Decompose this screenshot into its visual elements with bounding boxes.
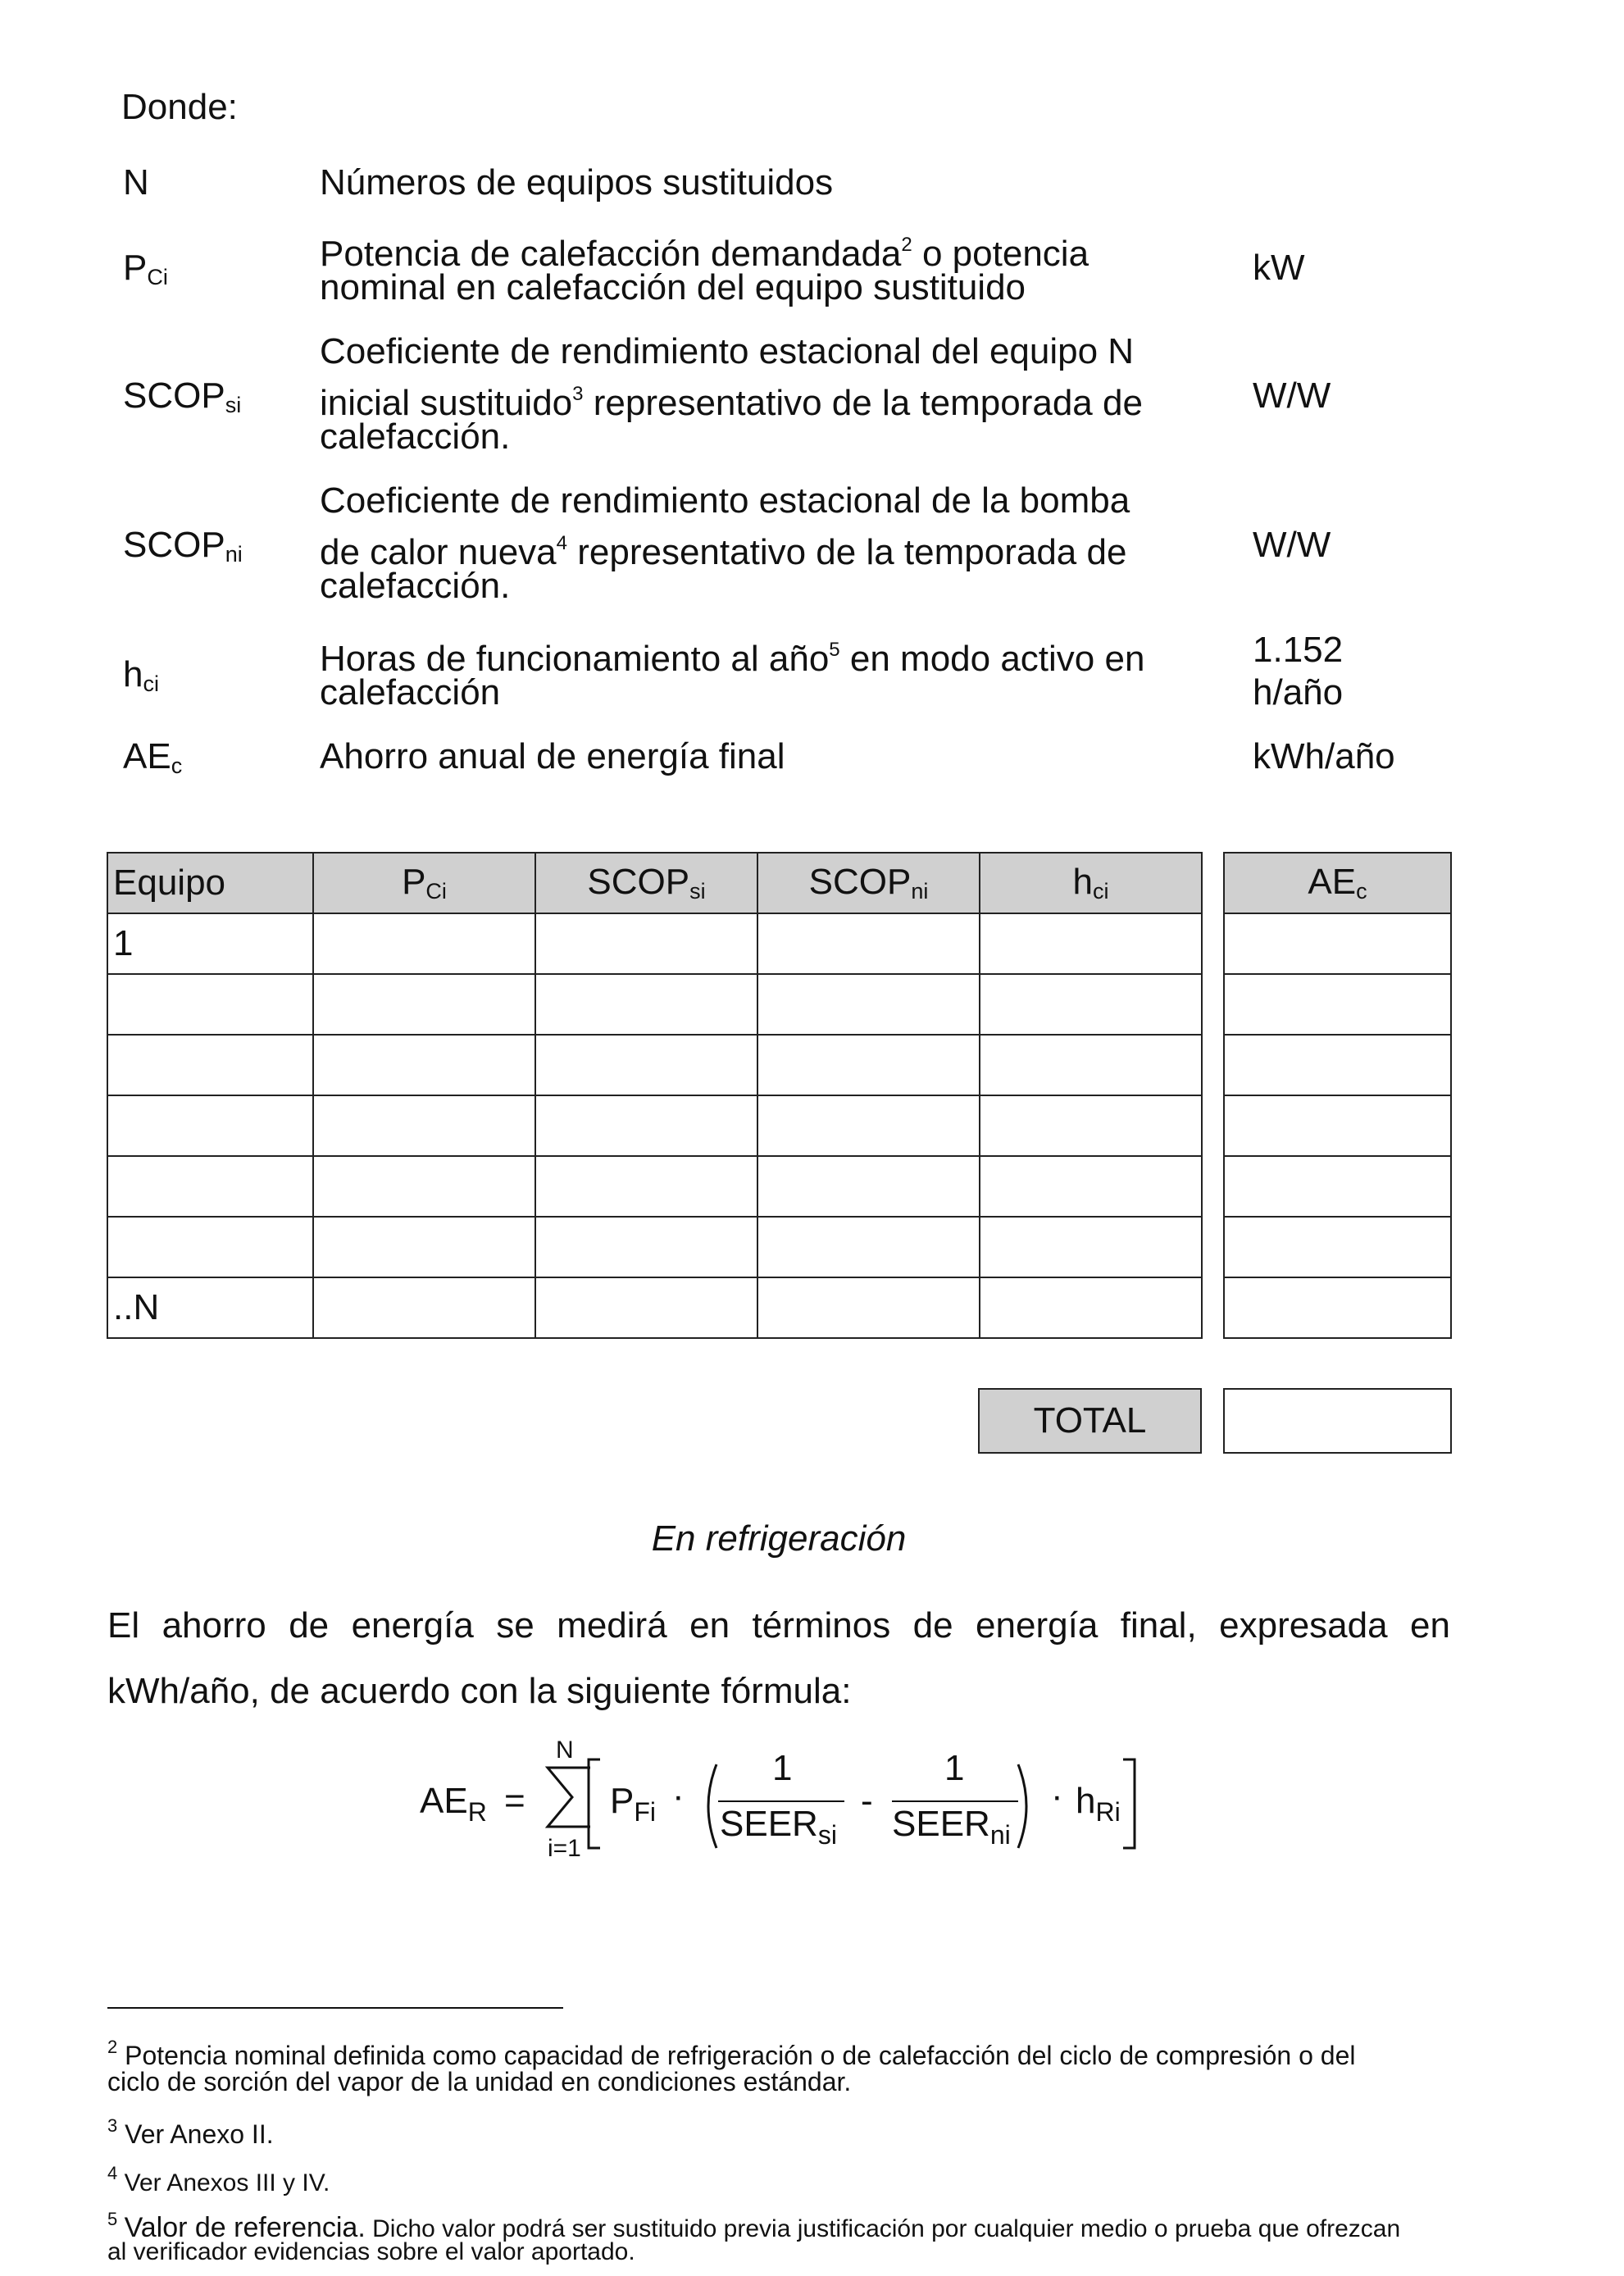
fraction2-bar <box>892 1800 1018 1802</box>
table-row <box>107 974 1202 1035</box>
table-cell[interactable] <box>757 1277 980 1338</box>
row-label <box>107 1156 313 1217</box>
fraction2-numerator: 1 <box>944 1748 965 1788</box>
fraction1-denominator: $SEER_{si}$ <box>720 1804 837 1850</box>
table-cell[interactable] <box>313 1095 535 1156</box>
footnote-separator <box>107 2007 563 2009</box>
table-cell[interactable] <box>535 1156 757 1217</box>
table-cell[interactable] <box>313 1035 535 1095</box>
def-symbol: N <box>123 162 149 203</box>
table-cell[interactable] <box>757 1035 980 1095</box>
total-label-box <box>978 1388 1202 1454</box>
paragraph-line-2: kWh/año, de acuerdo con la siguiente fórmula: <box>107 1671 852 1711</box>
table-cell[interactable] <box>313 1277 535 1338</box>
def-text: calefacción. <box>320 566 511 606</box>
sum-lower-limit: i=1 <box>548 1835 581 1862</box>
def-symbol: $h_{ci}$ <box>123 654 159 696</box>
table-cell[interactable] <box>535 1095 757 1156</box>
total-value-cell[interactable] <box>1224 1389 1451 1453</box>
def-text: Potencia de calefacción demandada$^2$ o potencia <box>320 234 1089 274</box>
def-symbol: $SCOP_{ni}$ <box>123 525 243 567</box>
row-label: 1 <box>107 913 313 974</box>
result-cell[interactable] <box>1224 913 1451 974</box>
table-cell[interactable] <box>313 1156 535 1217</box>
row-label <box>107 1035 313 1095</box>
result-cell[interactable] <box>1224 1217 1451 1277</box>
fraction1-bar <box>718 1800 844 1802</box>
table-row <box>107 1277 1202 1338</box>
table-cell[interactable] <box>980 1095 1202 1156</box>
def-unit: kW <box>1253 248 1305 288</box>
formula-equals: = <box>504 1781 525 1821</box>
def-text: de calor nueva$^4$ representativo de la temporada de <box>320 532 1127 572</box>
left-paren-icon <box>698 1761 720 1851</box>
total-value-box <box>1223 1388 1452 1454</box>
table-cell[interactable] <box>535 1277 757 1338</box>
paragraph-line-1: El ahorro de energía se medirá en términos de energía final, expresada en <box>107 1605 1450 1646</box>
footnote-5-cont: al verificador evidencias sobre el valor aportado. <box>107 2238 635 2265</box>
row-label <box>107 974 313 1035</box>
header-aec: $AE_c$ <box>1224 853 1451 913</box>
table-row <box>107 913 1202 974</box>
formula-pfi: $P_{Fi}$ <box>610 1781 657 1827</box>
result-cell[interactable] <box>1224 1095 1451 1156</box>
section-title: En refrigeración <box>651 1518 907 1559</box>
header-scopsi: $SCOP_{si}$ <box>535 853 757 913</box>
table-cell[interactable] <box>757 1156 980 1217</box>
header-hci: $h_{ci}$ <box>980 853 1202 913</box>
footnote-2-cont: ciclo de sorción del vapor de la unidad en condiciones estándar. <box>107 2067 852 2096</box>
row-label <box>107 1217 313 1277</box>
def-text: inicial sustituido$^3$ representativo de la temporada de <box>320 383 1143 423</box>
header-pci: $P_{Ci}$ <box>313 853 535 913</box>
footnote-4: $^4$ Ver Anexos III y IV. <box>107 2163 330 2196</box>
multiply-dot-1: · <box>672 1776 685 1816</box>
def-unit: W/W <box>1253 525 1331 565</box>
table-cell[interactable] <box>980 1035 1202 1095</box>
def-text: calefacción <box>320 672 501 712</box>
table-cell[interactable] <box>757 974 980 1035</box>
result-cell[interactable] <box>1224 974 1451 1035</box>
def-symbol: $P_{Ci}$ <box>123 248 168 289</box>
table-cell[interactable] <box>980 913 1202 974</box>
def-unit: 1.152 <box>1253 630 1344 670</box>
table-cell[interactable] <box>757 1217 980 1277</box>
def-unit: kWh/año <box>1253 736 1395 776</box>
sum-upper-limit: N <box>556 1737 574 1764</box>
footnote-2: $^2$ Potencia nominal definida como capacidad de refrigeración o de calefacción del ciclo de compresión o del <box>107 2037 1356 2070</box>
table-row <box>107 1217 1202 1277</box>
table-cell[interactable] <box>313 1217 535 1277</box>
footnote-5: $^5$ Valor de referencia. Dicho valor podrá ser sustituido previa justificación por cualquier medio o prueba que ofrezcan <box>107 2209 1401 2243</box>
formula-hri: $h_{Ri}$ <box>1076 1781 1121 1827</box>
header-equipo: Equipo <box>107 853 313 913</box>
header-scopni: $SCOP_{ni}$ <box>757 853 980 913</box>
formula-minus: - <box>861 1781 873 1821</box>
left-bracket-icon <box>584 1756 603 1853</box>
def-text: Ahorro anual de energía final <box>320 736 785 776</box>
table-cell[interactable] <box>535 1035 757 1095</box>
result-cell[interactable] <box>1224 1277 1451 1338</box>
total-label: TOTAL <box>979 1389 1201 1453</box>
table-cell[interactable] <box>980 1277 1202 1338</box>
row-label <box>107 1095 313 1156</box>
def-unit: W/W <box>1253 376 1331 416</box>
def-text: Coeficiente de rendimiento estacional de la bomba <box>320 480 1130 521</box>
def-symbol: $AE_c$ <box>123 736 183 778</box>
table-cell[interactable] <box>313 913 535 974</box>
table-row <box>107 1156 1202 1217</box>
multiply-dot-2: · <box>1051 1776 1063 1816</box>
table-cell[interactable] <box>980 974 1202 1035</box>
table-cell[interactable] <box>757 913 980 974</box>
table-cell[interactable] <box>535 974 757 1035</box>
table-cell[interactable] <box>535 1217 757 1277</box>
table-cell[interactable] <box>980 1156 1202 1217</box>
def-text: Coeficiente de rendimiento estacional del equipo N <box>320 331 1135 371</box>
def-text: Números de equipos sustituidos <box>320 162 834 203</box>
table-row <box>107 1035 1202 1095</box>
table-cell[interactable] <box>535 913 757 974</box>
fraction2-denominator: $SEER_{ni}$ <box>892 1804 1011 1850</box>
table-cell[interactable] <box>313 974 535 1035</box>
def-unit: h/año <box>1253 672 1344 712</box>
table-cell[interactable] <box>757 1095 980 1156</box>
result-cell[interactable] <box>1224 1035 1451 1095</box>
def-text: Horas de funcionamiento al año$^5$ en modo activo en <box>320 639 1145 679</box>
table-row <box>107 1095 1202 1156</box>
intro-label: Donde: <box>121 87 238 127</box>
result-table <box>1223 852 1452 1339</box>
formula-lhs: $AE_R$ <box>420 1781 487 1827</box>
result-cell[interactable] <box>1224 1156 1451 1217</box>
def-text: nominal en calefacción del equipo sustituido <box>320 267 1026 307</box>
right-paren-icon <box>1015 1761 1036 1851</box>
fraction1-numerator: 1 <box>772 1748 793 1788</box>
def-text: calefacción. <box>320 417 511 457</box>
def-symbol: $SCOP_{si}$ <box>123 376 242 417</box>
table-cell[interactable] <box>980 1217 1202 1277</box>
footnote-3: $^3$ Ver Anexo II. <box>107 2115 274 2149</box>
row-label: ..N <box>107 1277 313 1338</box>
right-bracket-icon <box>1120 1756 1140 1853</box>
equipment-table <box>107 852 1203 1339</box>
